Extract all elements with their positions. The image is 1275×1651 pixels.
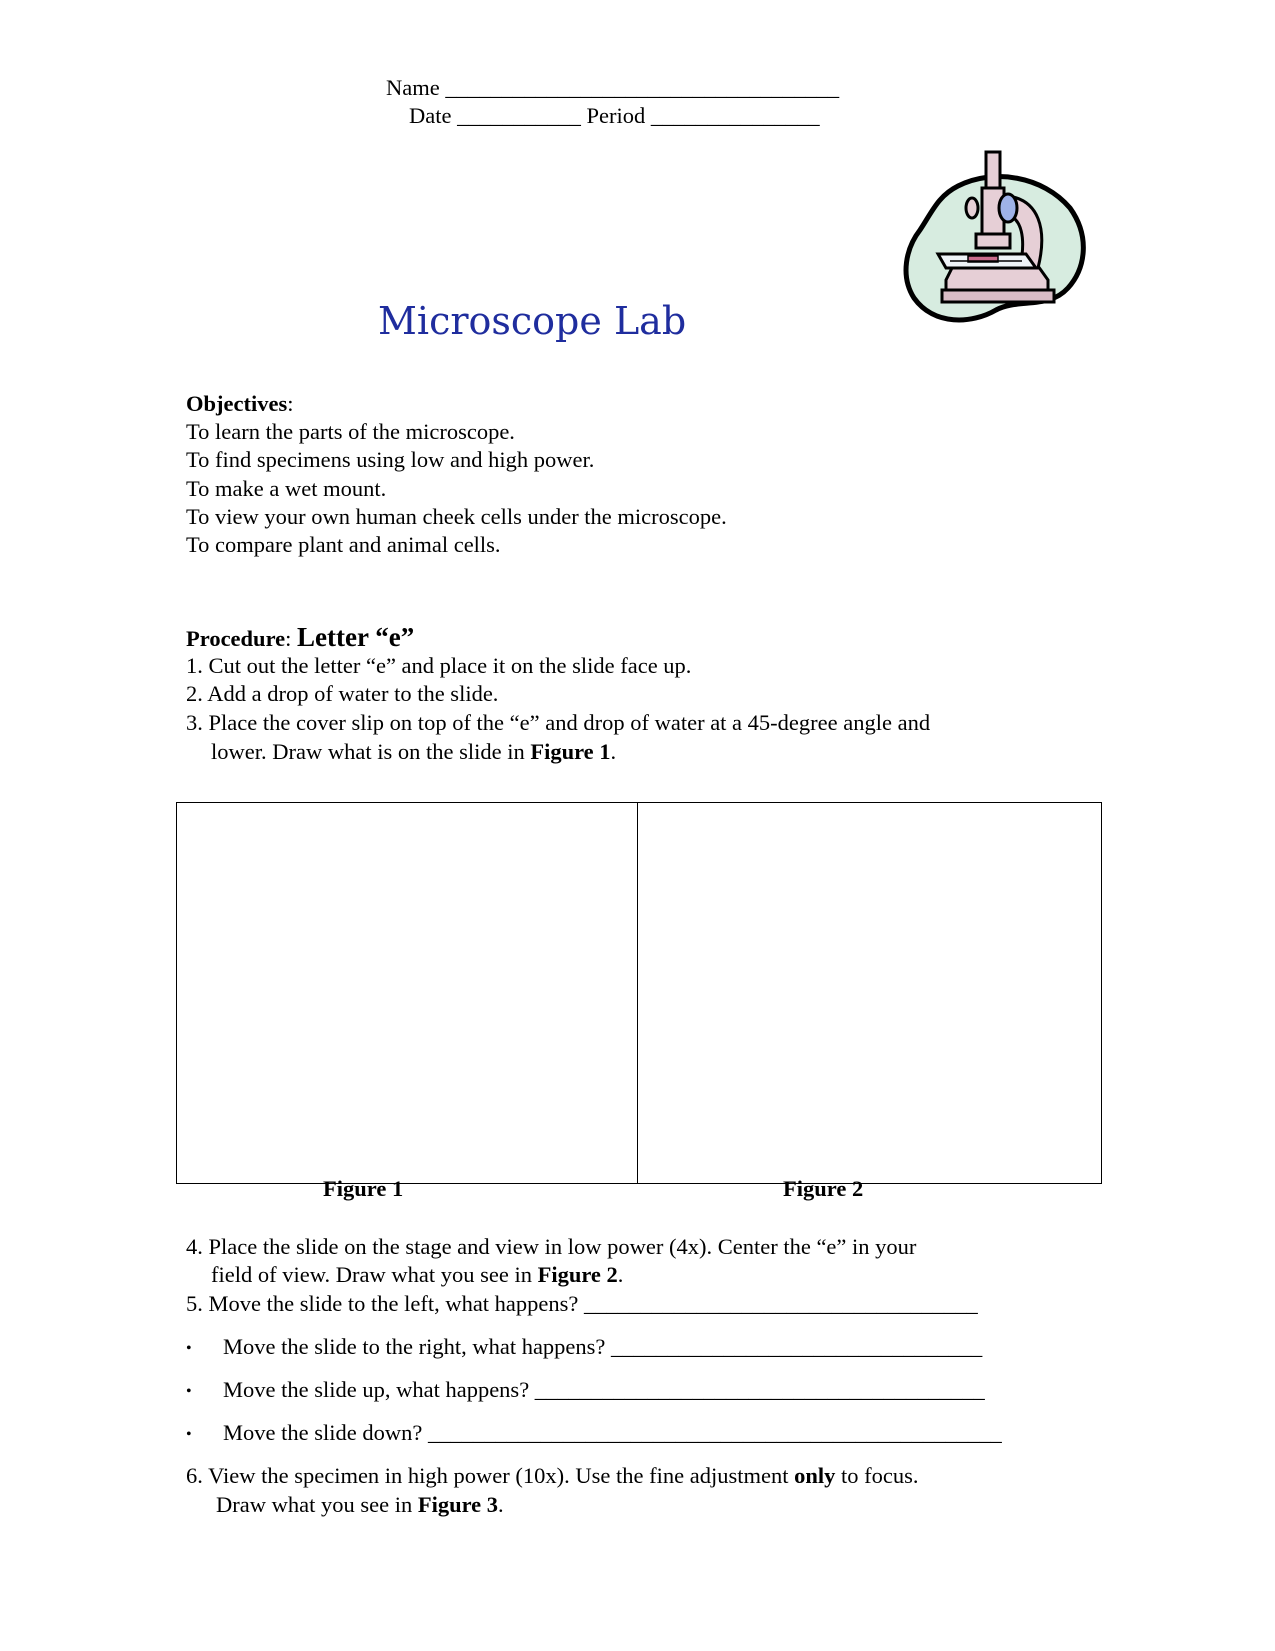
objectives-heading: Objectives <box>186 391 288 416</box>
figure-1-label: Figure 1 <box>323 1176 404 1201</box>
procedure-step-3-line1: 3. Place the cover slip on top of the “e” and drop of water at a 45-degree angle and <box>186 710 931 735</box>
step4-text: field of view. Draw what you see in <box>211 1262 538 1287</box>
step6-text-end: to focus. <box>835 1463 919 1488</box>
procedure-colon: : <box>285 626 298 651</box>
objectives-colon: : <box>287 391 294 416</box>
name-line: Name ___________________________________ <box>386 75 840 100</box>
procedure-subheading: Letter “e” <box>297 622 415 652</box>
bullet-marker: • <box>186 1426 192 1443</box>
objective-item: To compare plant and animal cells. <box>186 532 501 557</box>
page-title: Microscope Lab <box>378 299 687 343</box>
microscope-icon <box>898 148 1090 340</box>
bullet-marker: • <box>186 1383 192 1400</box>
procedure-step-1: 1. Cut out the letter “e” and place it on the slide face up. <box>186 653 692 678</box>
figure-2-label: Figure 2 <box>783 1176 864 1201</box>
bullet-item: Move the slide up, what happens? ________________________________________ <box>223 1377 985 1402</box>
step6-text: 6. View the specimen in high power (10x). Use the fine adjustment <box>186 1463 795 1488</box>
step3-period: . <box>610 739 617 764</box>
objective-item: To view your own human cheek cells under the microscope. <box>186 504 727 529</box>
objective-item: To find specimens using low and high power. <box>186 447 595 472</box>
procedure-step-5: 5. Move the slide to the left, what happens? ___________________________________ <box>186 1291 978 1316</box>
step6-only: only <box>794 1463 836 1488</box>
procedure-step-3-line2 <box>211 741 616 764</box>
step6-line2-text: Draw what you see in <box>216 1492 418 1517</box>
step4-period: . <box>617 1262 624 1287</box>
objective-item: To learn the parts of the microscope. <box>186 419 515 444</box>
step4-figure-ref: Figure 2 <box>537 1262 618 1287</box>
procedure-step-4-line1: 4. Place the slide on the stage and view in low power (4x). Center the “e” in your <box>186 1234 917 1259</box>
procedure-step-2: 2. Add a drop of water to the slide. <box>186 681 499 706</box>
step6-period: . <box>498 1492 504 1517</box>
figure-divider <box>637 802 638 1184</box>
objective-item: To make a wet mount. <box>186 476 387 501</box>
date-period-line: Date ___________ Period _______________ <box>409 103 820 128</box>
procedure-heading: Procedure <box>186 626 286 651</box>
procedure-step-6-line2 <box>216 1494 504 1517</box>
step3-text: lower. Draw what is on the slide in <box>211 739 531 764</box>
step6-figure-ref: Figure 3 <box>417 1492 499 1517</box>
procedure-step-4-line2 <box>211 1264 623 1287</box>
step3-figure-ref: Figure 1 <box>530 739 611 764</box>
figure-box <box>176 802 1102 1184</box>
bullet-marker: • <box>186 1340 192 1357</box>
bullet-item: Move the slide down? ___________________________________________________ <box>223 1420 1002 1445</box>
procedure-heading-row <box>186 624 414 651</box>
procedure-step-6-line1 <box>186 1465 918 1488</box>
objectives-heading-row <box>186 393 293 416</box>
bullet-item: Move the slide to the right, what happens? _________________________________ <box>223 1334 983 1359</box>
